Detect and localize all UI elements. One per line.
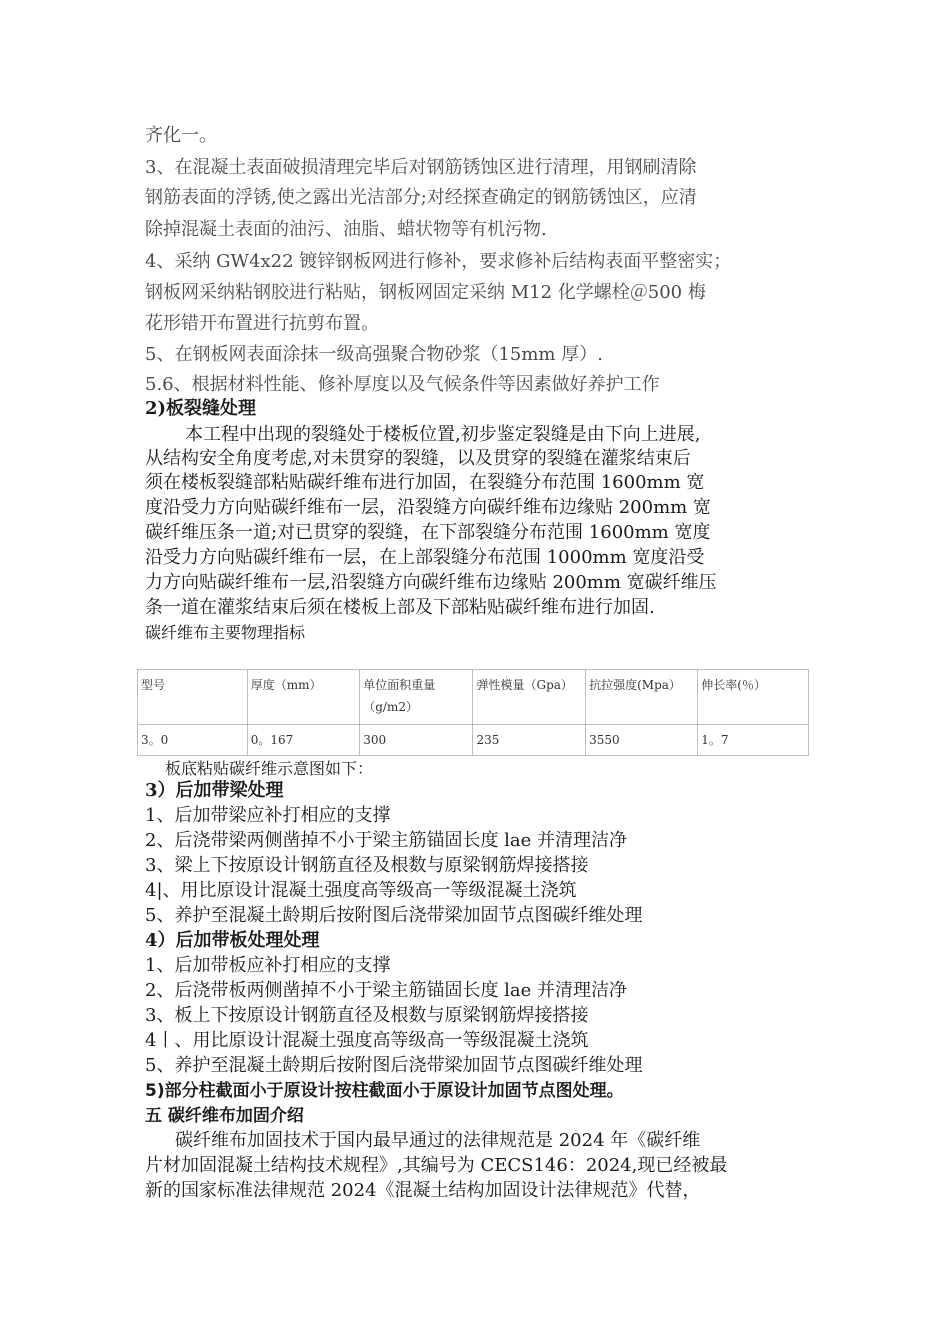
- table-header-cell: 弹性模量（Gpa）: [473, 670, 586, 725]
- paragraph-line: 从结构安全角度考虑,对未贯穿的裂缝，以及贯穿的裂缝在灌浆结束后: [145, 448, 691, 469]
- paragraph-line: 4、采纳 GW4x22 镀锌钢板网进行修补，要求修补后结构表面平整密实；: [145, 251, 732, 272]
- table-header-cell: 厚度（mm）: [247, 670, 359, 725]
- spec-table: [137, 669, 809, 756]
- paragraph-line: 沿受力方向贴碳纤维布一层，在上部裂缝分布范围 1000mm 宽度沿受: [145, 547, 705, 568]
- table-cell: 3550: [586, 725, 698, 756]
- list-item: 2、后浇带梁两侧凿掉不小于梁主筋锚固长度 lae 并清理洁净: [145, 830, 628, 851]
- section-heading: 3）后加带梁处理: [145, 780, 284, 801]
- paragraph-line: 除掉混凝土表面的油污、油脂、蜡状物等有机污物.: [145, 219, 547, 240]
- table-caption: 碳纤维布主要物理指标: [145, 623, 306, 642]
- paragraph-line: 碳纤维压条一道;对已贯穿的裂缝，在下部裂缝分布范围 1600mm 宽度: [145, 522, 711, 543]
- table-header-cell: 伸长率(％）: [698, 670, 809, 725]
- paragraph-line: 钢板网采纳粘钢胶进行粘贴，钢板网固定采纳 M12 化学螺栓＠500 梅: [145, 282, 706, 303]
- section-heading: 5)部分柱截面小于原设计按柱截面小于原设计加固节点图处理。: [145, 1081, 624, 1101]
- list-item: 1、后加带板应补打相应的支撑: [145, 955, 391, 976]
- list-item: 5、养护至混凝土龄期后按附图后浇带梁加固节点图碳纤维处理: [145, 905, 643, 926]
- list-item: 4丨、用比原设计混凝土强度高等级高一等级混凝土浇筑: [145, 1030, 589, 1051]
- paragraph-line: 钢筋表面的浮锈,使之露出光洁部分;对经探查确定的钢筋锈蚀区，应清: [145, 187, 697, 208]
- table-header-cell: 型号: [138, 670, 248, 725]
- paragraph-line: 碳纤维布加固技术于国内最早通过的法律规范是 2024 年《碳纤维: [175, 1130, 701, 1151]
- list-item: 3、板上下按原设计钢筋直径及根数与原梁钢筋焊接搭接: [145, 1005, 589, 1026]
- paragraph-line: 须在楼板裂缝部粘贴碳纤维布进行加固，在裂缝分布范围 1600mm 宽: [145, 472, 705, 493]
- section-heading: 五 碳纤维布加固介绍: [145, 1106, 304, 1126]
- paragraph-line: 3、在混凝土表面破损清理完毕后对钢筋锈蚀区进行清理，用钢刷清除: [145, 157, 697, 178]
- section-heading: 4）后加带板处理处理: [145, 930, 320, 951]
- figure-intro: 板底粘贴碳纤维示意图如下：: [165, 759, 374, 778]
- table-cell: 300: [360, 725, 473, 756]
- list-item: 2、后浇带板两侧凿掉不小于梁主筋锚固长度 lae 并清理洁净: [145, 980, 628, 1001]
- paragraph-line: 5、在钢板网表面涂抹一级高强聚合物砂浆（15mm 厚）.: [145, 344, 603, 365]
- table-row: [138, 725, 809, 756]
- paragraph-line: 度沿受力方向贴碳纤维布一层，沿裂缝方向碳纤维布边缘贴 200mm 宽: [145, 497, 711, 518]
- table-header-cell: 抗拉强度(Mpa）: [586, 670, 698, 725]
- table-header-cell: 单位面积重量（g/m2）: [360, 670, 473, 725]
- table-cell: 1。7: [698, 725, 809, 756]
- list-item: 3、梁上下按原设计钢筋直径及根数与原梁钢筋焊接搭接: [145, 855, 589, 876]
- paragraph-line: 花形错开布置进行抗剪布置。: [145, 313, 379, 334]
- paragraph-line: 本工程中出现的裂缝处于楼板位置,初步鉴定裂缝是由下向上进展,: [185, 424, 701, 445]
- paragraph-line: 新的国家标准法律规范 2024《混凝土结构加固设计法律规范》代替，: [145, 1180, 701, 1201]
- paragraph-line: 片材加固混凝土结构技术规程》,其编号为 CECS146：2024,现已经被最: [145, 1155, 728, 1176]
- table-cell: 0。167: [247, 725, 359, 756]
- paragraph-line: 力方向贴碳纤维布一层,沿裂缝方向碳纤维布边缘贴 200mm 宽碳纤维压: [145, 572, 717, 593]
- paragraph-line: 齐化一。: [145, 125, 217, 146]
- list-item: 5、养护至混凝土龄期后按附图后浇带梁加固节点图碳纤维处理: [145, 1055, 643, 1076]
- list-item: 1、后加带梁应补打相应的支撑: [145, 805, 391, 826]
- section-heading: 2)板裂缝处理: [145, 398, 257, 419]
- table-header-row: [138, 670, 809, 725]
- table-cell: 3。0: [138, 725, 248, 756]
- paragraph-line: 5.6、根据材料性能、修补厚度以及气候条件等因素做好养护工作: [145, 374, 660, 395]
- table-cell: 235: [473, 725, 586, 756]
- paragraph-line: 条一道在灌浆结束后须在楼板上部及下部粘贴碳纤维布进行加固.: [145, 597, 655, 618]
- list-item: 4|、用比原设计混凝土强度高等级高一等级混凝土浇筑: [145, 880, 577, 901]
